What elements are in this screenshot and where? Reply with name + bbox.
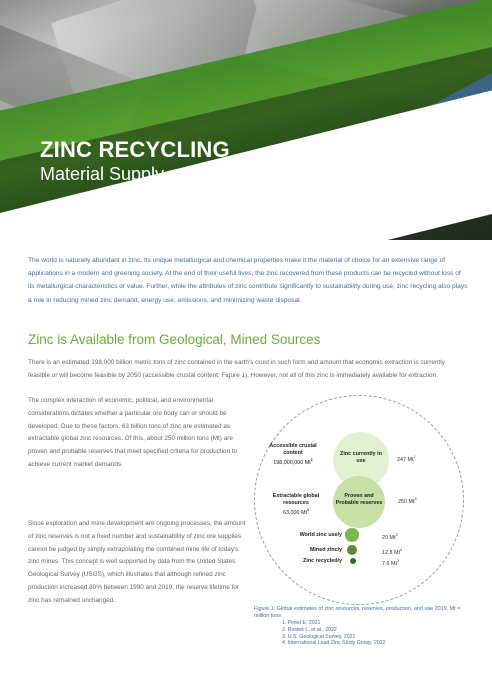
recycled-label: Zinc recycled/y bbox=[303, 558, 342, 564]
body-paragraph: Since exploration and mine development are ongoing processes, the amount of zinc reserves is not a fixed number and sustainability of zinc ore supplies cannot be judged by simply extrapolating the combined mine life of today's zinc mines. This concept is well supported by data from the United States Geological Survey (USGS), which illustrates that although refined zinc production increased 80% between 1990 and 2019, the reserve lifetime for zinc has remained unchanged. bbox=[28, 520, 246, 604]
reference-list bbox=[282, 620, 472, 647]
in-use-value: 247 Mt$^2$ bbox=[397, 455, 416, 463]
zinc-use-value: 20 Mt$^3$ bbox=[382, 533, 398, 541]
reserves-label: Proven and Probable reserves bbox=[335, 493, 383, 506]
body-paragraph: There is an estimated 198,000 billion metric tons of zinc contained in the earth's crust in such form and amount that economic extraction is currently feasible or will become feasible by 2050 (accessible crustal content; Figure 1). However, not all of this zinc is immediately available for extraction. bbox=[28, 359, 445, 379]
body-paragraph: The complex interaction of economic, political, and environmental considerations dictates whether a particular ore body can or should be developed. Due to these factors, 63 billion tons of zinc are estimated as extractable global zinc resources. Of this, about 250 million tons (Mt) are proven and probable reserves that meet specified criteria for production to achieve current market demands. bbox=[28, 397, 238, 468]
page-subtitle: Material Supply bbox=[40, 164, 165, 184]
reference-item: 2. Rostek L. et al., 2022 bbox=[282, 626, 337, 633]
reference-item: 3. U.S. Geological Survey, 2021 bbox=[282, 633, 356, 640]
reference-item: 4. International Lead Zinc Study Group, 2022 bbox=[282, 640, 386, 647]
mined-label: Mined zinc/y bbox=[309, 547, 342, 553]
page-title: ZINC RECYCLING bbox=[40, 137, 230, 162]
recycled-value: 7.6 Mt$^3$ bbox=[382, 559, 399, 567]
mined-zinc-dot bbox=[347, 545, 357, 555]
zinc-recycled-dot bbox=[350, 558, 356, 564]
extractable-label: Extractable global resources 63,000 Mt$^1$ bbox=[272, 493, 320, 516]
reserves-value: 250 Mt$^3$ bbox=[398, 497, 417, 505]
figure-caption: Figure 1: Global estimates of zinc resources, reserves, production, and use 2019, Mt = million tons bbox=[254, 606, 461, 619]
zinc-resources-figure bbox=[254, 395, 468, 605]
accessible-label: Accessible crustal content 198,000,000 Mt$^1$ bbox=[269, 443, 317, 466]
intro-paragraph: The world is naturally abundant in zinc. Its unique metallurgical and chemical properties make it the material of choice for an extensive range of applications in a modern and greening society. At the end of their useful lives, the zinc recovered from these products can be recycled without loss of its metallurgical characteristics or value. Further, while the attributes of zinc contribute significantly to sustainability during use, zinc recycling also plays a role in reducing mined zinc demand, energy use, emissions, and minimizing waste disposal. bbox=[28, 257, 468, 304]
hero-banner bbox=[0, 0, 492, 240]
zinc-use-label: World zinc use/y bbox=[299, 532, 342, 538]
reference-item: 1. Pined E. 2021 bbox=[282, 620, 321, 626]
section-heading: Zinc is Available from Geological, Mined Sources bbox=[28, 332, 321, 347]
zinc-use-dot bbox=[345, 528, 359, 542]
in-use-label: Zinc currently in use bbox=[340, 451, 382, 464]
mined-value: 12.8 Mt$^4$ bbox=[382, 548, 402, 556]
